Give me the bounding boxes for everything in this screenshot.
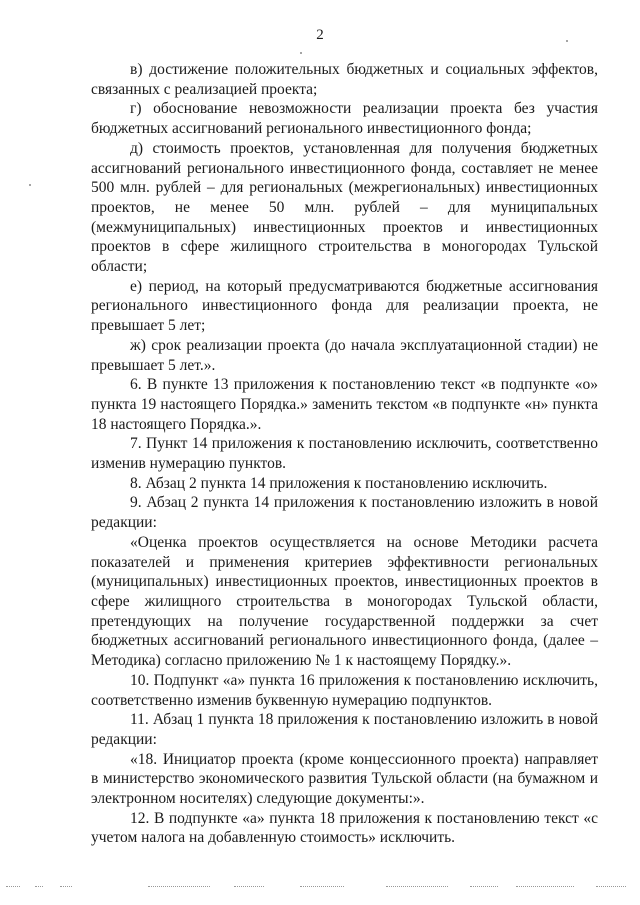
scan-artifact <box>29 184 31 186</box>
paragraph: 9. Абзац 2 пункта 14 приложения к постановлению изложить в новой редакции: <box>91 494 598 532</box>
footer-scan-marks <box>0 886 640 890</box>
paragraph: 11. Абзац 1 пункта 18 приложения к постановлению изложить в новой редакции: <box>91 711 598 748</box>
paragraph: «Оценка проектов осуществляется на основе Методики расчета показателей и применения критериев эффективности региональных (муниципальных) инвестиционных проектов, инвестиционных проектов в сфере жилищного строительства в моногородах Тульской области, претендующих на получение государственной поддержки за счет бюджетных ассигнований регионального инвестиционного фонда, (далее – Методика) согласно приложению № 1 к настоящему Порядку.». <box>91 533 598 670</box>
page-number: 2 <box>316 27 324 43</box>
paragraph: «18. Инициатор проекта (кроме концессионного проекта) направляет в министерство экономического развития Тульской области (на бумажном и электронном носителях) следующие документы:». <box>91 750 598 808</box>
paragraph: е) период, на который предусматриваются бюджетные ассигнования регионального инвестиционного фонда для реализации проекта, не превышает 5 лет; <box>91 277 598 335</box>
paragraph: 7. Пункт 14 приложения к постановлению исключить, соответственно изменив нумерацию пунктов. <box>91 435 598 473</box>
document-body <box>91 60 598 848</box>
paragraph: 10. Подпункт «а» пункта 16 приложения к постановлению исключить, соответственно изменив буквенную нумерацию подпунктов. <box>91 671 598 709</box>
paragraph: г) обоснование невозможности реализации проекта без участия бюджетных ассигнований регионального инвестиционного фонда; <box>91 100 598 138</box>
scan-artifact <box>300 52 302 54</box>
paragraph: 8. Абзац 2 пункта 14 приложения к постановлению исключить. <box>130 474 548 492</box>
paragraph: 12. В подпункте «а» пункта 18 приложения к постановлению текст «с учетом налога на добавленную стоимость» исключить. <box>91 809 598 847</box>
paragraph: в) достижение положительных бюджетных и социальных эффектов, связанных с реализацией проекта; <box>91 61 598 98</box>
paragraph: д) стоимость проектов, установленная для получения бюджетных ассигнований регионального инвестиционного фонда, составляет не менее 500 млн. рублей – для региональных (межрегиональных) инвестиционных проектов, не менее 50 млн. рублей – для муниципальных (межмуниципальных) инвестиционных проектов и инвестиционных проектов в сфере жилищного строительства в моногородах Тульской области; <box>91 139 598 276</box>
paragraph: ж) срок реализации проекта (до начала эксплуатационной стадии) не превышает 5 лет.». <box>91 336 598 374</box>
paragraph: 6. В пункте 13 приложения к постановлению текст «в подпункте «о» пункта 19 настоящего Порядка.» заменить текстом «в подпункте «н» пункта 18 настоящего Порядка.». <box>91 376 598 433</box>
scan-artifact <box>566 40 568 42</box>
